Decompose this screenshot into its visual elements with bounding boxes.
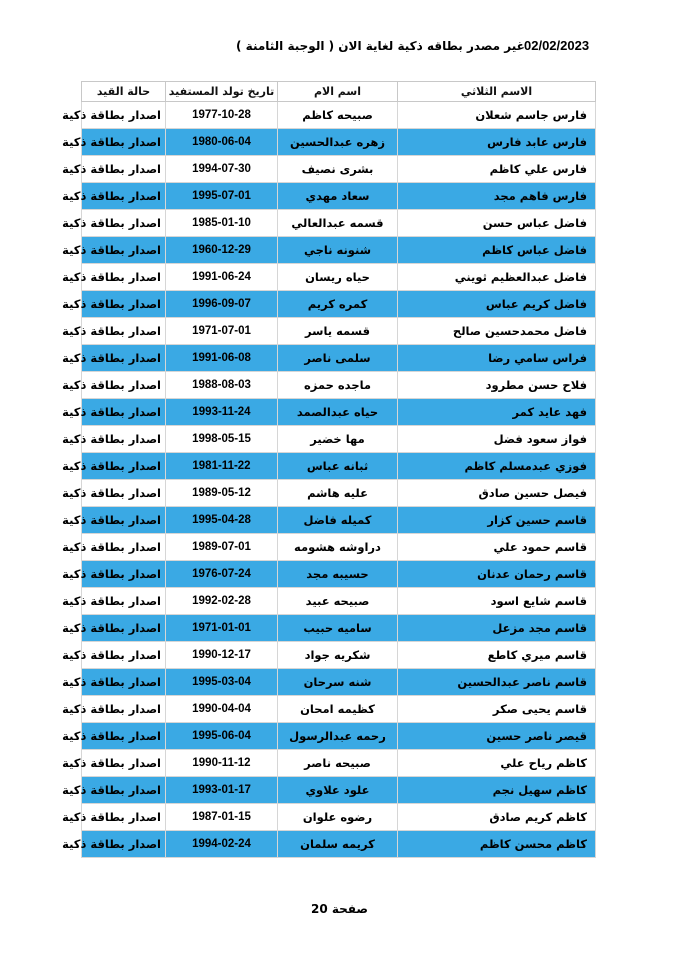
full-name-cell: فوزي عبدمسلم كاظم bbox=[398, 453, 596, 480]
record-status-cell: اصدار بطاقة ذكية bbox=[82, 669, 166, 696]
mother-name-cell: شنونه ناجي bbox=[278, 237, 398, 264]
full-name-cell: فارس عابد فارس bbox=[398, 129, 596, 156]
mother-name-cell: بشرى نصيف bbox=[278, 156, 398, 183]
table-body bbox=[62, 102, 596, 858]
birth-date-cell: 1960-12-29 bbox=[166, 237, 278, 264]
record-status-cell: اصدار بطاقة ذكية bbox=[82, 831, 166, 858]
birth-date-cell: 1991-06-08 bbox=[166, 345, 278, 372]
record-status-cell: اصدار بطاقة ذكية bbox=[82, 777, 166, 804]
column-header-mother-name: اسم الام bbox=[278, 82, 398, 102]
mother-name-cell: حسيبه مجد bbox=[278, 561, 398, 588]
table-row bbox=[82, 561, 596, 588]
full-name-cell: كاظم سهيل نجم bbox=[398, 777, 596, 804]
full-name-cell: قاسم يحيى صكر bbox=[398, 696, 596, 723]
mother-name-cell: علود علاوي bbox=[278, 777, 398, 804]
table-row bbox=[82, 534, 596, 561]
page-number: صفحة 20 bbox=[310, 902, 369, 916]
document-title: غير مصدر بطاقه ذكية لغاية الان ( الوجبة الثامنة ) bbox=[236, 39, 525, 53]
record-status-cell: اصدار بطاقة ذكية bbox=[82, 507, 166, 534]
record-status-cell: اصدار بطاقة ذكية bbox=[82, 318, 166, 345]
birth-date-cell: 1988-08-03 bbox=[166, 372, 278, 399]
mother-name-cell: صبيحه ناصر bbox=[278, 750, 398, 777]
full-name-cell: قاسم رحمان عدنان bbox=[398, 561, 596, 588]
table-row bbox=[82, 210, 596, 237]
mother-name-cell: شنه سرحان bbox=[278, 669, 398, 696]
mother-name-cell: كميله فاضل bbox=[278, 507, 398, 534]
mother-name-cell: مها خضير bbox=[278, 426, 398, 453]
birth-date-cell: 1989-07-01 bbox=[166, 534, 278, 561]
birth-date-cell: 1985-01-10 bbox=[166, 210, 278, 237]
full-name-cell: فاضل كريم عباس bbox=[398, 291, 596, 318]
record-status-cell: اصدار بطاقة ذكية bbox=[82, 291, 166, 318]
mother-name-cell: رضوه علوان bbox=[278, 804, 398, 831]
table-row bbox=[82, 183, 596, 210]
full-name-cell: فاضل عباس حسن bbox=[398, 210, 596, 237]
mother-name-cell: دراوشه هشومه bbox=[278, 534, 398, 561]
record-status-cell: اصدار بطاقة ذكية bbox=[82, 453, 166, 480]
document-date: 02/02/2023 bbox=[524, 38, 590, 53]
birth-date-cell: 1976-07-24 bbox=[166, 561, 278, 588]
mother-name-cell: ساميه حبيب bbox=[278, 615, 398, 642]
record-status-cell: اصدار بطاقة ذكية bbox=[82, 372, 166, 399]
table-row bbox=[82, 696, 596, 723]
table-row bbox=[82, 723, 596, 750]
record-status-cell: اصدار بطاقة ذكية bbox=[82, 426, 166, 453]
full-name-cell: قاسم حسين كزار bbox=[398, 507, 596, 534]
table-row bbox=[82, 372, 596, 399]
full-name-cell: قاسم حمود علي bbox=[398, 534, 596, 561]
column-header-birth-date: تاريخ تولد المستفيد bbox=[166, 82, 278, 102]
mother-name-cell: كريمه سلمان bbox=[278, 831, 398, 858]
document-header bbox=[0, 38, 679, 62]
mother-name-cell: ثبانه عباس bbox=[278, 453, 398, 480]
mother-name-cell: ماجده حمزه bbox=[278, 372, 398, 399]
birth-date-cell: 1990-11-12 bbox=[166, 750, 278, 777]
birth-date-cell: 1995-03-04 bbox=[166, 669, 278, 696]
table-row bbox=[82, 507, 596, 534]
record-status-cell: اصدار بطاقة ذكية bbox=[82, 129, 166, 156]
beneficiaries-table bbox=[62, 81, 596, 858]
birth-date-cell: 1995-04-28 bbox=[166, 507, 278, 534]
birth-date-cell: 1994-02-24 bbox=[166, 831, 278, 858]
full-name-cell: فاضل عبدالعظيم ثويني bbox=[398, 264, 596, 291]
full-name-cell: قيصر ناصر حسين bbox=[398, 723, 596, 750]
full-name-cell: قاسم ناصر عبدالحسين bbox=[398, 669, 596, 696]
mother-name-cell: قسمه ياسر bbox=[278, 318, 398, 345]
record-status-cell: اصدار بطاقة ذكية bbox=[82, 723, 166, 750]
record-status-cell: اصدار بطاقة ذكية bbox=[82, 156, 166, 183]
table-row bbox=[82, 588, 596, 615]
table-row bbox=[82, 615, 596, 642]
full-name-cell: كاظم رياح علي bbox=[398, 750, 596, 777]
full-name-cell: فراس سامي رضا bbox=[398, 345, 596, 372]
mother-name-cell: رحمه عبدالرسول bbox=[278, 723, 398, 750]
full-name-cell: فاضل محمدحسين صالح bbox=[398, 318, 596, 345]
full-name-cell: فيصل حسين صادق bbox=[398, 480, 596, 507]
record-status-cell: اصدار بطاقة ذكية bbox=[82, 345, 166, 372]
full-name-cell: فواز سعود فضل bbox=[398, 426, 596, 453]
full-name-cell: قاسم ميري كاطع bbox=[398, 642, 596, 669]
table-row bbox=[82, 804, 596, 831]
record-status-cell: اصدار بطاقة ذكية bbox=[82, 264, 166, 291]
record-status-cell: اصدار بطاقة ذكية bbox=[82, 399, 166, 426]
birth-date-cell: 1990-12-17 bbox=[166, 642, 278, 669]
table-row bbox=[82, 669, 596, 696]
table-row bbox=[82, 426, 596, 453]
mother-name-cell: حياه عبدالصمد bbox=[278, 399, 398, 426]
birth-date-cell: 1992-02-28 bbox=[166, 588, 278, 615]
table-row bbox=[82, 102, 596, 129]
mother-name-cell: شكريه جواد bbox=[278, 642, 398, 669]
birth-date-cell: 1994-07-30 bbox=[166, 156, 278, 183]
record-status-cell: اصدار بطاقة ذكية bbox=[82, 237, 166, 264]
table-row bbox=[82, 237, 596, 264]
mother-name-cell: زهره عبدالحسين bbox=[278, 129, 398, 156]
mother-name-cell: صبيحه عبيد bbox=[278, 588, 398, 615]
full-name-cell: فهد عايد كمر bbox=[398, 399, 596, 426]
mother-name-cell: حياه ريسان bbox=[278, 264, 398, 291]
full-name-cell: فاضل عباس كاظم bbox=[398, 237, 596, 264]
full-name-cell: كاظم كريم صادق bbox=[398, 804, 596, 831]
record-status-cell: اصدار بطاقة ذكية bbox=[82, 696, 166, 723]
record-status-cell: اصدار بطاقة ذكية bbox=[82, 534, 166, 561]
birth-date-cell: 1980-06-04 bbox=[166, 129, 278, 156]
record-status-cell: اصدار بطاقة ذكية bbox=[82, 642, 166, 669]
record-status-cell: اصدار بطاقة ذكية bbox=[82, 804, 166, 831]
mother-name-cell: كظيمه امحان bbox=[278, 696, 398, 723]
birth-date-cell: 1996-09-07 bbox=[166, 291, 278, 318]
birth-date-cell: 1993-11-24 bbox=[166, 399, 278, 426]
record-status-cell: اصدار بطاقة ذكية bbox=[82, 102, 166, 129]
table-row bbox=[82, 318, 596, 345]
birth-date-cell: 1989-05-12 bbox=[166, 480, 278, 507]
record-status-cell: اصدار بطاقة ذكية bbox=[82, 480, 166, 507]
record-status-cell: اصدار بطاقة ذكية bbox=[82, 615, 166, 642]
mother-name-cell: قسمه عبدالعالي bbox=[278, 210, 398, 237]
full-name-cell: فارس علي كاظم bbox=[398, 156, 596, 183]
mother-name-cell: صبيحه كاظم bbox=[278, 102, 398, 129]
record-status-cell: اصدار بطاقة ذكية bbox=[82, 210, 166, 237]
table-row bbox=[82, 129, 596, 156]
birth-date-cell: 1995-06-04 bbox=[166, 723, 278, 750]
record-status-cell: اصدار بطاقة ذكية bbox=[82, 183, 166, 210]
mother-name-cell: عليه هاشم bbox=[278, 480, 398, 507]
full-name-cell: قاسم مجد مزعل bbox=[398, 615, 596, 642]
table-row bbox=[82, 264, 596, 291]
table-row bbox=[82, 777, 596, 804]
table-row bbox=[82, 156, 596, 183]
birth-date-cell: 1990-04-04 bbox=[166, 696, 278, 723]
table-header-row bbox=[82, 82, 596, 102]
record-status-cell: اصدار بطاقة ذكية bbox=[82, 750, 166, 777]
table-row bbox=[82, 642, 596, 669]
mother-name-cell: سعاد مهدي bbox=[278, 183, 398, 210]
full-name-cell: فارس فاهم مجد bbox=[398, 183, 596, 210]
full-name-cell: قاسم شايع اسود bbox=[398, 588, 596, 615]
birth-date-cell: 1971-01-01 bbox=[166, 615, 278, 642]
full-name-cell: فلاح حسن مطرود bbox=[398, 372, 596, 399]
birth-date-cell: 1991-06-24 bbox=[166, 264, 278, 291]
birth-date-cell: 1977-10-28 bbox=[166, 102, 278, 129]
column-header-full-name: الاسم الثلاثي bbox=[398, 82, 596, 102]
record-status-cell: اصدار بطاقة ذكية bbox=[82, 588, 166, 615]
full-name-cell: فارس جاسم شعلان bbox=[398, 102, 596, 129]
birth-date-cell: 1981-11-22 bbox=[166, 453, 278, 480]
table-row bbox=[82, 750, 596, 777]
birth-date-cell: 1971-07-01 bbox=[166, 318, 278, 345]
mother-name-cell: سلمى ناصر bbox=[278, 345, 398, 372]
table-row bbox=[82, 453, 596, 480]
birth-date-cell: 1993-01-17 bbox=[166, 777, 278, 804]
table-row bbox=[82, 345, 596, 372]
full-name-cell: كاظم محسن كاظم bbox=[398, 831, 596, 858]
table-row bbox=[82, 291, 596, 318]
column-header-record-status: حالة القيد bbox=[82, 82, 166, 102]
record-status-cell: اصدار بطاقة ذكية bbox=[82, 561, 166, 588]
birth-date-cell: 1987-01-15 bbox=[166, 804, 278, 831]
table-row bbox=[82, 480, 596, 507]
mother-name-cell: كمره كريم bbox=[278, 291, 398, 318]
table-row bbox=[82, 399, 596, 426]
table-row bbox=[82, 831, 596, 858]
birth-date-cell: 1995-07-01 bbox=[166, 183, 278, 210]
birth-date-cell: 1998-05-15 bbox=[166, 426, 278, 453]
